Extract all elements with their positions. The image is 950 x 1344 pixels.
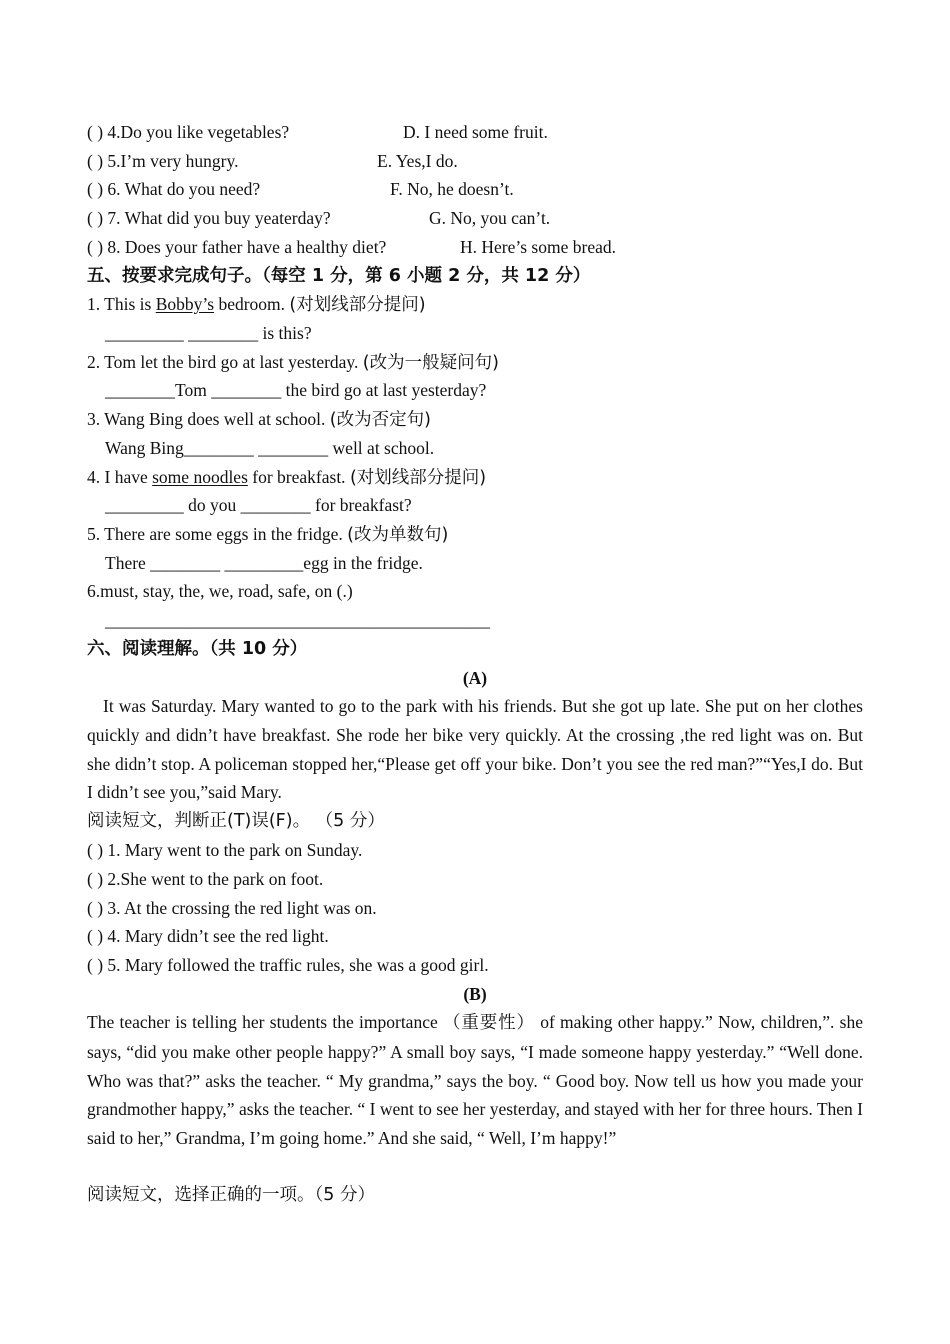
q1-text: 1. This is [87, 294, 156, 314]
passage-a-title: (A) [462, 668, 488, 688]
section-6-heading: 六、阅读理解。（共 10 分） [87, 639, 308, 659]
matching-row [87, 207, 551, 229]
matching-question: ( ) 5.I’m very hungry. [87, 151, 239, 171]
matching-question: ( ) 6. What do you need? [87, 179, 261, 199]
matching-answer: G. No, you can’t. [429, 208, 551, 228]
matching-answer: D. I need some fruit. [403, 122, 548, 142]
s5-answer-6: ____________________________________________ [105, 610, 490, 630]
matching-answer: H. Here’s some bread. [460, 237, 616, 257]
matching-row [87, 150, 458, 172]
matching-answer: E. Yes,I do. [377, 151, 458, 171]
tf-item: ( ) 5. Mary followed the traffic rules, she was a good girl. [87, 955, 489, 975]
passage-a-instruction: 阅读短文，判断正(T)误(F)。 （5 分） [87, 811, 385, 831]
tf-item: ( ) 2.She went to the park on foot. [87, 869, 324, 889]
q4-instruction: (对划线部分提问) [349, 468, 487, 488]
q1-instruction: (对划线部分提问) [289, 295, 426, 315]
passage-b-instruction: 阅读短文，选择正确的一项。（5 分） [87, 1185, 375, 1205]
s5-question-4 [87, 466, 486, 489]
q3-text: 3. Wang Bing does well at school. [87, 409, 330, 429]
passage-b [87, 1008, 863, 1153]
q3-instruction: (改为否定句) [329, 410, 431, 430]
matching-row [87, 121, 548, 143]
matching-row [87, 178, 514, 200]
q2-instruction: (改为一般疑问句) [362, 353, 499, 373]
passage-a-text: It was Saturday. Mary wanted to go to the park with his friends. But she got up late. She put on her clothes quickly and didn’t have breakfast. She rode her bike very quickly. At the crossing ,the red light was on. But she didn’t stop. A policeman stopped her,“Please get off your bike. Don’t you see the red man?”“Yes,I do. But I didn’t see you,”said Mary. [87, 696, 863, 803]
matching-question: ( ) 8. Does your father have a healthy diet? [87, 237, 387, 257]
passage-b-text-1: The teacher is telling her students the importance [87, 1012, 443, 1032]
matching-question: ( ) 4.Do you like vegetables? [87, 122, 290, 142]
s5-answer-4: _________ do you ________ for breakfast? [105, 495, 412, 515]
tf-item: ( ) 3. At the crossing the red light was on. [87, 898, 377, 918]
tf-item: ( ) 4. Mary didn’t see the red light. [87, 926, 329, 946]
q4-underlined: some noodles [152, 467, 248, 487]
s5-question-6: 6.must, stay, the, we, road, safe, on (.) [87, 581, 353, 601]
matching-question: ( ) 7. What did you buy yeaterday? [87, 208, 331, 228]
q4-text-post: for breakfast. [247, 467, 350, 487]
matching-row [87, 236, 616, 258]
q5-text: 5. There are some eggs in the fridge. [87, 524, 348, 544]
passage-b-text-2: of making other happy.” Now, children,”. she says, “did you make other people happy?” A small boy says, “I made someone happy yesterday.” “Well done. Who was that?” asks the teacher. “ My grandma,” says the boy. “ Good boy. Now tell us how you made your grandmother happy,” asks the teacher. “ I went to see her yesterday, and stayed with her for three hours. Then I said to her,” Grandma, I’m going home.” And she said, “ Well, I’m happy!” [87, 1012, 864, 1149]
s5-answer-3: Wang Bing________ ________ well at school. [105, 438, 435, 458]
passage-b-title: (B) [463, 984, 487, 1004]
q2-text: 2. Tom let the bird go at last yesterday. [87, 352, 363, 372]
q4-text: 4. I have [87, 467, 153, 487]
s5-answer-1: _________ ________ is this? [105, 323, 312, 343]
s5-answer-2: ________Tom ________ the bird go at last yesterday? [105, 380, 487, 400]
section-5-heading: 五、按要求完成句子。（每空 1 分，第 6 小题 2 分，共 12 分） [87, 266, 591, 286]
passage-a [87, 692, 863, 807]
s5-question-3 [87, 408, 431, 431]
s5-question-5 [87, 523, 448, 546]
s5-question-2 [87, 351, 499, 374]
q1-underlined: Bobby’s [155, 294, 215, 314]
tf-item: ( ) 1. Mary went to the park on Sunday. [87, 840, 363, 860]
q5-instruction: (改为单数句) [347, 525, 449, 545]
q1-text-post: bedroom. [214, 294, 290, 314]
s5-answer-5: There ________ _________egg in the fridge. [105, 553, 423, 573]
matching-answer: F. No, he doesn’t. [390, 179, 514, 199]
passage-b-paragraph [87, 1008, 863, 1153]
passage-b-gloss: （重要性） [443, 1013, 535, 1033]
s5-question-1 [87, 293, 426, 316]
